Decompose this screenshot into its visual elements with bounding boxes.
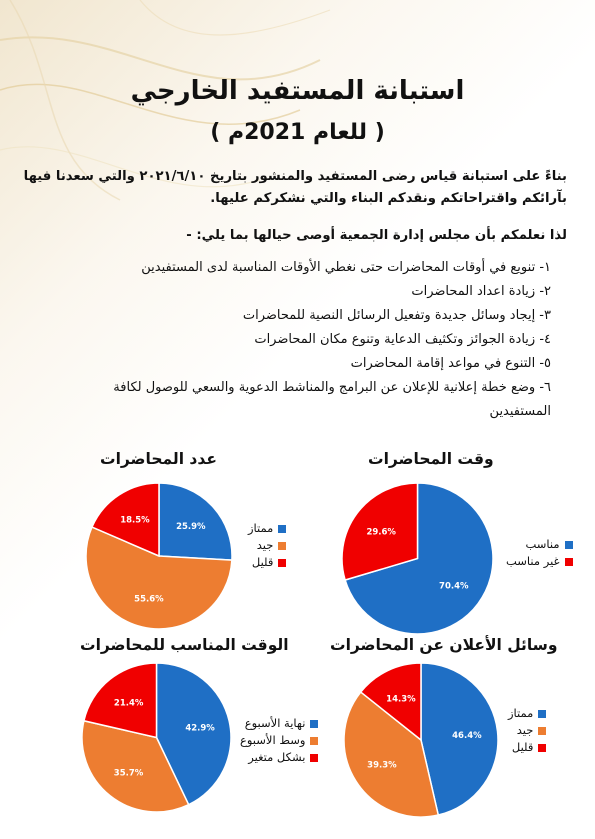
page-title: استبانة المستفيد الخارجي: [130, 76, 465, 106]
pie-data-label-lectures-count-2: 18.5%: [120, 515, 150, 526]
pie-data-label-suitable-time-2: 21.4%: [113, 698, 144, 709]
legend-swatch: [310, 754, 318, 762]
lead-sentence: لذا نعلمكم بأن مجلس إدارة الجمعية أوصى حيالها بما يلي: -: [186, 228, 567, 243]
legend-label: قليل: [511, 740, 534, 754]
pie-data-label-lectures-time-1: 29.6%: [366, 527, 396, 538]
legend-entry-lectures-time-1: [506, 553, 573, 570]
recommendation-item: ٥- التنوع في مواعد إقامة المحاضرات: [350, 356, 551, 371]
legend-entry-suitable-time-0: [240, 715, 318, 732]
legend-entry-lectures-count-2: [248, 554, 286, 571]
legend-lectures-count: [248, 520, 286, 571]
legend-entry-advertising-means-1: [508, 722, 546, 739]
legend-swatch: [538, 710, 546, 718]
pie-data-label-advertising-means-1: 39.3%: [367, 760, 397, 771]
legend-swatch: [565, 541, 573, 549]
legend-advertising-means: [508, 705, 546, 756]
intro-paragraph: بناءً على استبانة قياس رضى المستفيد والمنشور بتاريخ ٢٠٢١/٦/١٠ والتي سعدنا فيها بآرائكم واقتراحاتكم ونقدكم البناء والتي نشكركم عليها.: [23, 169, 567, 206]
legend-swatch: [278, 525, 286, 533]
legend-label: بشكل متغير: [248, 750, 306, 764]
legend-entry-lectures-count-1: [248, 537, 286, 554]
pie-data-label-suitable-time-0: 42.9%: [185, 723, 215, 734]
legend-entry-suitable-time-1: [240, 732, 318, 749]
pie-data-label-advertising-means-0: 46.4%: [452, 730, 482, 741]
pie-chart-lectures-time: [340, 481, 495, 636]
legend-suitable-time: [240, 715, 318, 766]
recommendation-item: ١- تنويع في أوقات المحاضرات حتى نغطي الأوقات المناسبة لدى المستفيدين: [141, 260, 551, 275]
legend-label: نهاية الأسبوع: [244, 716, 306, 730]
legend-label: قليل: [251, 555, 274, 569]
legend-entry-advertising-means-2: [508, 739, 546, 756]
legend-swatch: [538, 744, 546, 752]
recommendation-item: ٢- زيادة اعداد المحاضرات: [411, 284, 551, 299]
chart-title-suitable-time: الوقت المناسب للمحاضرات: [80, 636, 289, 654]
legend-swatch: [565, 558, 573, 566]
legend-swatch: [278, 542, 286, 550]
pie-data-label-advertising-means-2: 14.3%: [386, 694, 416, 705]
recommendation-item: ٣- إيجاد وسائل جديدة وتفعيل الرسائل النصية للمحاضرات: [242, 308, 551, 323]
legend-entry-suitable-time-2: [240, 749, 318, 766]
pie-data-label-lectures-count-0: 25.9%: [176, 521, 206, 532]
recommendations-list: [60, 256, 551, 424]
legend-label: غير مناسب: [506, 554, 560, 568]
pie-data-label-lectures-count-1: 55.6%: [134, 594, 164, 605]
legend-swatch: [538, 727, 546, 735]
pie-chart-suitable-time: [80, 661, 233, 814]
page-subtitle: ( للعام 2021م ): [210, 120, 385, 145]
legend-swatch: [310, 737, 318, 745]
pie-chart-lectures-count: [84, 481, 234, 631]
legend-lectures-time: [506, 536, 573, 570]
chart-title-lectures-count: عدد المحاضرات: [100, 450, 217, 468]
legend-label: مناسب: [525, 537, 560, 551]
pie-data-label-suitable-time-1: 35.7%: [113, 768, 144, 779]
legend-label: ممتاز: [248, 521, 274, 535]
legend-label: وسط الأسبوع: [240, 733, 306, 747]
chart-title-lectures-time: وقت المحاضرات: [368, 450, 494, 468]
legend-label: ممتاز: [508, 706, 534, 720]
legend-entry-lectures-count-0: [248, 520, 286, 537]
chart-title-advertising-means: وسائل الأعلان عن المحاضرات: [330, 636, 558, 654]
recommendation-item: ٤- زيادة الجوائز وتكثيف الدعاية وتنوع مكان المحاضرات: [254, 332, 551, 347]
legend-label: جيد: [516, 723, 534, 737]
legend-swatch: [310, 720, 318, 728]
pie-chart-advertising-means: [342, 661, 500, 819]
pie-data-label-lectures-time-0: 70.4%: [439, 581, 469, 592]
legend-swatch: [278, 559, 286, 567]
recommendation-item: ٦- وضع خطة إعلانية للإعلان عن البرامج والمناشط الدعوية والسعي للوصول لكافة المستفيدين: [113, 380, 551, 419]
legend-entry-advertising-means-0: [508, 705, 546, 722]
legend-label: جيد: [256, 538, 274, 552]
legend-entry-lectures-time-0: [506, 536, 573, 553]
